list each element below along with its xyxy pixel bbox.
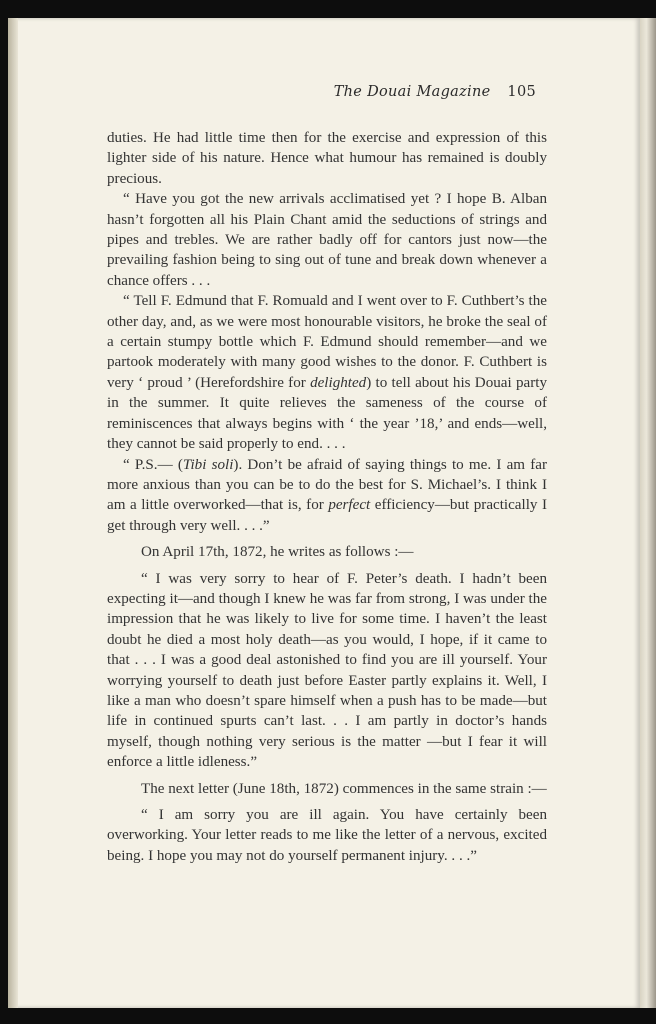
paragraph-4 <box>107 455 547 537</box>
paragraph-text: efficiency—but practically I get through very well. . . .” <box>107 497 547 534</box>
paragraph-text: The next letter (June 18th, 1872) commences in the same strain :— <box>141 780 547 797</box>
paragraph-5 <box>107 542 547 562</box>
paragraph-text: “ I am sorry you are ill again. You have certainly been overworking. Your letter reads to me like the letter of a nervous, excited being. I hope you may not do yourself permanent injury. . . .” <box>107 807 547 864</box>
paragraph-text: duties. He had little time then for the exercise and expression of this lighter side of his nature. Hence what humour has remained is doubly precious. <box>107 130 547 187</box>
paragraph-2 <box>107 189 547 291</box>
page-gutter-shadow <box>8 18 18 1008</box>
page-number: 105 <box>507 84 536 100</box>
running-header <box>334 84 536 100</box>
paragraph-8 <box>107 805 547 866</box>
italic-phrase: Tibi soli <box>182 456 234 473</box>
paragraph-3 <box>107 291 547 454</box>
paragraph-text: “ I was very sorry to hear of F. Peter’s death. I hadn’t been expecting it—and though I knew he was far from strong, I was under the impression that he was likely to live for some time. I haven’t the least doubt he died a most holy death—as you would, I hope, if it came to that . . . I was a good deal astonished to find you are ill yourself. Your worrying yourself to death just before Easter partly explains it. Well, I like a man who doesn’t spare himself when a push has to be made—but life in continued spurts can’t last. . . I am partly in doctor’s hands myself, though nothing very serious is the matter —but I fear it will enforce a little idleness.” <box>107 570 547 771</box>
paragraph-text: ) to tell about his Douai party in the summer. It quite relieves the sameness of the course of reminiscences that always begins with ‘ the year ’18,’ and ends—well, they cannot be said properly to end. . . . <box>107 374 547 453</box>
running-header-title: The Douai Magazine <box>333 84 491 100</box>
paragraph-text: On April 17th, 1872, he writes as follows :— <box>141 544 414 561</box>
paragraph-6 <box>107 569 547 773</box>
paragraph-text: “ P.S.— ( <box>123 456 183 473</box>
italic-word: perfect <box>328 497 371 514</box>
body-text <box>107 128 547 866</box>
paragraph-text: ). Don’t be afraid of saying things to me. I am far more anxious than you can be to do the best for S. Michael’s. I think I am a little overworked—that is, for <box>107 456 547 514</box>
paragraph-text: “ Tell F. Edmund that F. Romuald and I went over to F. Cuthbert’s the other day, and, as we were most honourable visitors, he broke the seal of a certain stumpy bottle which F. Edmund should remember—and we partook moderately with many good wishes to the donor. F. Cuthbert is very ‘ proud ’ (Herefordshire for <box>107 293 547 391</box>
paragraph-text: “ Have you got the new arrivals acclimatised yet ? I hope B. Alban hasn’t forgotten all his Plain Chant amid the seductions of strings and pipes and trebles. We are rather badly off for cantors just now—the prevailing fashion being to sing out of tune and break down whenever a chance offers . . . <box>107 191 547 289</box>
page-edge-stack <box>640 18 656 1008</box>
paragraph-1 <box>107 128 547 189</box>
italic-word: delighted <box>310 374 367 391</box>
paragraph-7 <box>107 779 547 799</box>
